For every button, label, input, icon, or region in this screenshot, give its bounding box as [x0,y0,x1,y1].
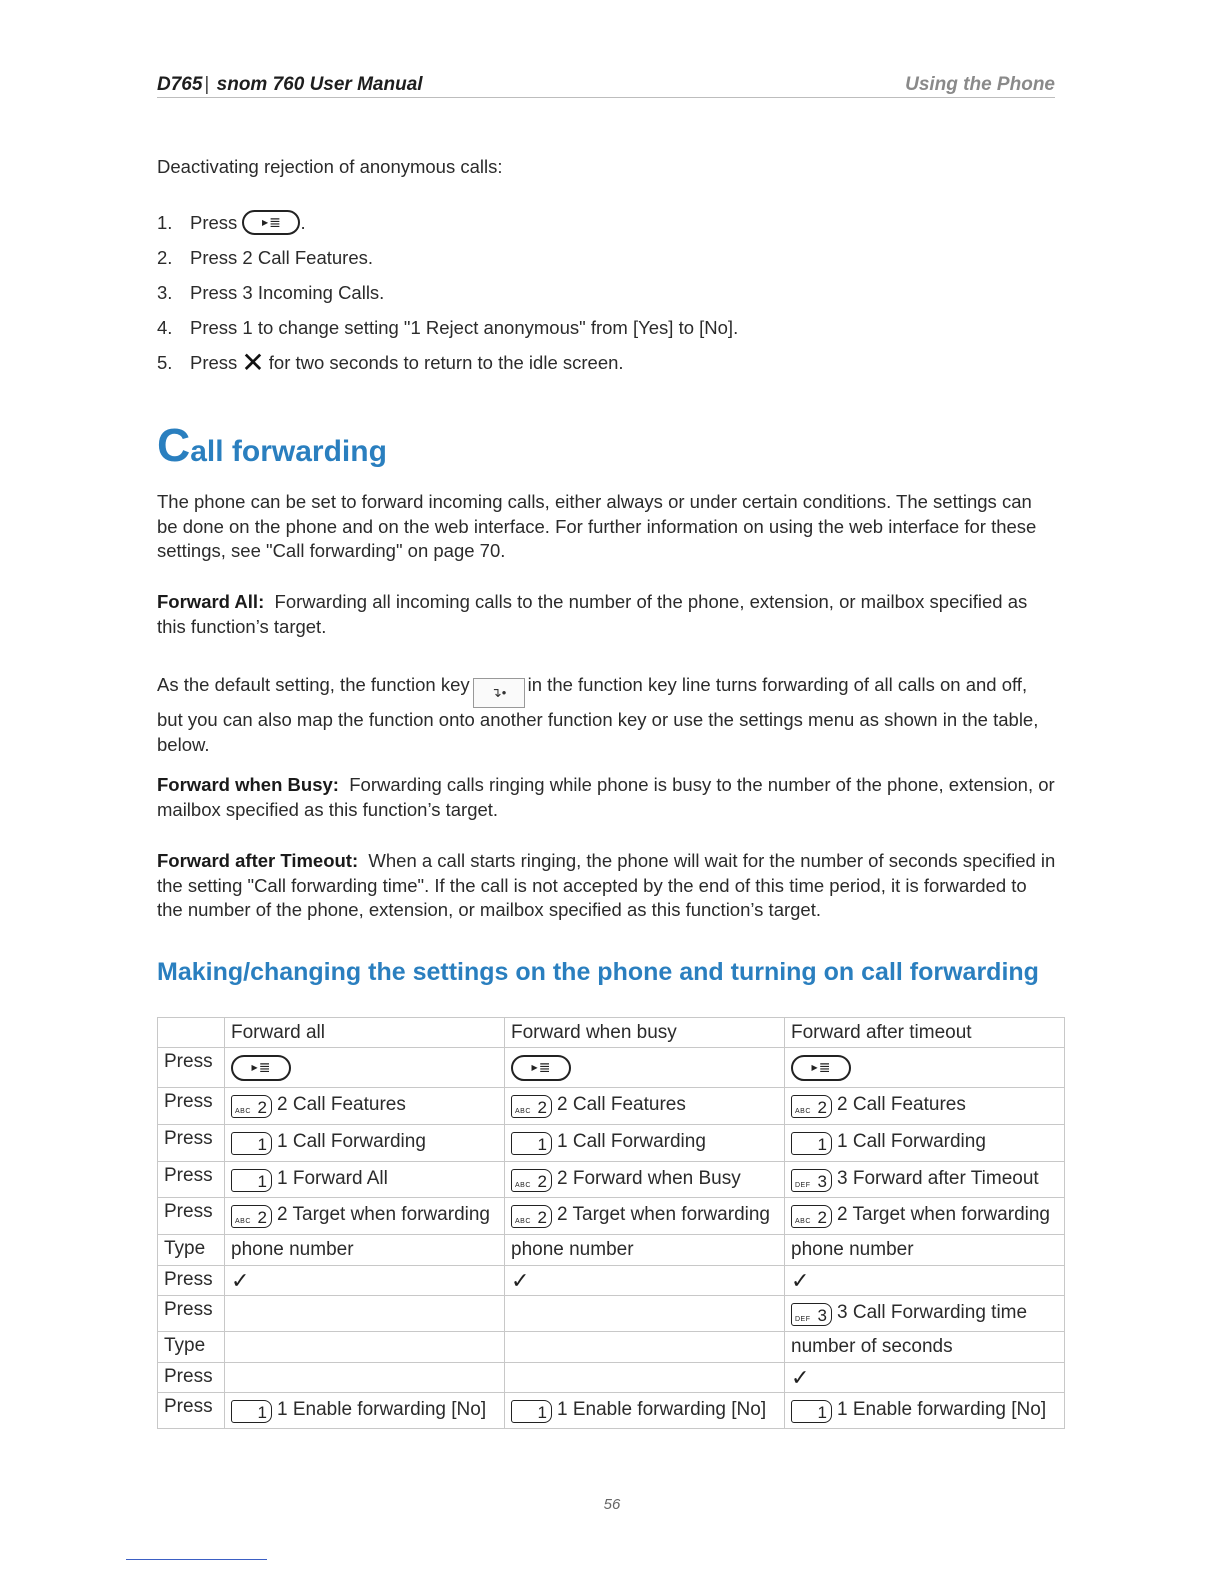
step-2 [157,240,738,275]
steps-list [157,205,738,380]
table-row [158,1162,1065,1198]
step-text: Press 3 Incoming Calls. [190,282,385,303]
table-cell [505,1125,785,1162]
cell-text: 2 Target when forwarding [557,1204,770,1225]
footnote-rule [126,1559,267,1560]
table-cell [225,1162,505,1198]
key-1-icon: 1 [231,1169,272,1192]
paragraph-forward-busy [157,773,1057,822]
menu-key-icon: ▶ ≣ [231,1055,291,1081]
step-text: Press 1 to change setting "1 Reject anonymous" from [Yes] to [No]. [190,317,739,338]
checkmark-icon: ✓ [511,1267,530,1293]
cell-text: 1 Call Forwarding [557,1131,706,1152]
key-2-icon: ABC 2 [231,1095,272,1118]
table-cell [505,1162,785,1198]
row-label: Press [158,1198,225,1235]
row-label: Press [158,1088,225,1125]
row-label: Press [158,1125,225,1162]
forwarding-table [157,1017,1065,1429]
column-header: Forward when busy [505,1018,785,1048]
definition-forward-busy: Forwarding calls ringing while phone is busy to the number of the phone, extension, or mailbox specified as this function’s target. [157,774,1055,820]
table-cell [225,1125,505,1162]
cell-text: 3 Forward after Timeout [837,1167,1039,1189]
table-cell [225,1198,505,1235]
table-cell: phone number [785,1235,1065,1266]
step-number: 2. [157,247,173,268]
key-2-icon: ABC 2 [791,1095,832,1118]
key-2-icon: ABC 2 [511,1169,552,1192]
table-row [158,1332,1065,1363]
paragraph-forward-all [157,590,1057,639]
table-cell [785,1162,1065,1198]
table-cell [505,1332,785,1363]
doc-id: D765 [157,74,203,95]
step-5 [157,345,738,380]
step-number: 1. [157,212,173,233]
step-number: 3. [157,282,173,303]
table-cell [505,1296,785,1332]
checkmark-icon: ✓ [791,1267,810,1293]
key-1-icon: 1 [511,1132,552,1155]
table-cell [225,1048,505,1088]
row-label: Press [158,1363,225,1393]
table-cell [225,1393,505,1429]
menu-key-icon: ▶ ≣ [791,1055,851,1081]
table-header-row [158,1018,1065,1048]
cell-text: 2 Target when forwarding [837,1204,1050,1225]
key-1-icon: 1 [511,1400,552,1423]
key-1-icon: 1 [231,1132,272,1155]
row-label: Type [158,1332,225,1363]
checkmark-icon: ✓ [791,1364,810,1390]
page-number: 56 [603,1496,621,1513]
term-forward-all: Forward All: [157,591,265,612]
step-number: 5. [157,352,173,373]
cell-text: 2 Call Features [557,1094,686,1115]
row-label: Press [158,1048,225,1088]
key-2-icon: ABC 2 [511,1205,552,1228]
key-3-icon: DEF 3 [791,1169,832,1192]
running-header-section: Using the Phone [905,74,1055,95]
table-cell [785,1088,1065,1125]
cell-text: 3 Call Forwarding time [837,1301,1028,1323]
table-cell [225,1332,505,1363]
step-text-end: for two seconds to return to the idle screen. [268,352,624,373]
x-icon: ✕ [241,346,265,378]
term-forward-timeout: Forward after Timeout: [157,850,359,871]
header-separator: | [204,74,210,95]
term-forward-busy: Forward when Busy: [157,774,339,795]
table-cell [785,1393,1065,1429]
subsection-heading: Making/changing the settings on the phone and turning on call forwarding [157,958,1039,986]
step-text: Press [190,352,238,373]
paragraph-forward-timeout [157,849,1057,923]
table-cell: phone number [225,1235,505,1266]
cell-text: 1 Enable forwarding [No] [557,1398,767,1420]
table-cell [225,1088,505,1125]
table-cell [785,1198,1065,1235]
table-row [158,1393,1065,1429]
heading-rest: all forwarding [190,435,387,468]
table-row [158,1266,1065,1296]
column-header: Forward all [225,1018,505,1048]
cell-text: 1 Call Forwarding [277,1131,426,1152]
table-cell [785,1363,1065,1393]
cell-text: 2 Call Features [277,1094,406,1115]
step-number: 4. [157,317,173,338]
row-label: Press [158,1266,225,1296]
default-key-text-end: in the function key line turns forwarding of all calls on and off, but you can also map the function onto another function key or use the settings menu as shown in the table, below. [157,674,1039,755]
table-row [158,1198,1065,1235]
table-row [158,1048,1065,1088]
step-3 [157,275,738,310]
cell-text: 2 Target when forwarding [277,1204,490,1225]
forward-arrow-icon: ↴• [473,678,525,708]
default-key-text-start: As the default setting, the function key [157,674,470,695]
cell-text: 1 Enable forwarding [No] [837,1398,1047,1420]
table-cell [785,1125,1065,1162]
cell-text: 1 Call Forwarding [837,1131,986,1152]
table-cell [505,1198,785,1235]
corner-cell [158,1018,225,1048]
step-text-end: . [300,212,306,233]
row-label: Type [158,1235,225,1266]
cell-text: 2 Forward when Busy [557,1167,741,1189]
table-cell [505,1363,785,1393]
table-row [158,1363,1065,1393]
key-3-icon: DEF 3 [791,1303,832,1326]
table-row [158,1088,1065,1125]
table-row [158,1235,1065,1266]
table-cell: number of seconds [785,1332,1065,1363]
key-1-icon: 1 [791,1400,832,1423]
step-text: Press [190,212,238,233]
table-cell [785,1266,1065,1296]
paragraph-overview: The phone can be set to forward incoming calls, either always or under certain conditions. The settings can be done on the phone and on the web interface. For further information on using the web interface for these settings, see "Call forwarding" on page 70. [157,491,1037,561]
heading-initial: C [157,419,191,471]
definition-forward-all: Forwarding all incoming calls to the number of the phone, extension, or mailbox specified as this function’s target. [157,591,1028,637]
step-text: Press 2 Call Features. [190,247,374,268]
checkmark-icon: ✓ [231,1267,250,1293]
table-row [158,1296,1065,1332]
key-2-icon: ABC 2 [511,1095,552,1118]
manual-title: snom 760 User Manual [216,74,423,95]
table-cell [225,1363,505,1393]
column-header: Forward after timeout [785,1018,1065,1048]
table-row [158,1125,1065,1162]
intro-text: Deactivating rejection of anonymous calls: [157,156,503,177]
table-cell [505,1393,785,1429]
cell-text: 2 Call Features [837,1094,966,1115]
menu-key-icon: ▶ ≣ [511,1055,571,1081]
step-4 [157,310,738,345]
table-cell [505,1048,785,1088]
key-2-icon: ABC 2 [791,1205,832,1228]
key-2-icon: ABC 2 [231,1205,272,1228]
table-cell: phone number [505,1235,785,1266]
table-cell [785,1296,1065,1332]
paragraph-default-key [157,673,1057,757]
section-heading [157,418,387,472]
cell-text: 1 Enable forwarding [No] [277,1398,487,1420]
row-label: Press [158,1296,225,1332]
table-cell [505,1266,785,1296]
running-header-title [157,74,423,96]
row-label: Press [158,1393,225,1429]
key-1-icon: 1 [231,1400,272,1423]
table-cell [225,1266,505,1296]
table-cell [785,1048,1065,1088]
step-1 [157,205,738,240]
header-divider [157,97,1055,98]
key-1-icon: 1 [791,1132,832,1155]
menu-key-icon: ▶ ≣ [242,210,300,235]
table-cell [225,1296,505,1332]
row-label: Press [158,1162,225,1198]
cell-text: 1 Forward All [277,1167,388,1189]
definition-forward-timeout: When a call starts ringing, the phone will wait for the number of seconds specified in the setting "Call forwarding time". If the call is not accepted by the end of this time period, it is forwarded to the number of the phone, extension, or mailbox specified as this function’s target. [157,850,1056,920]
table-cell [505,1088,785,1125]
